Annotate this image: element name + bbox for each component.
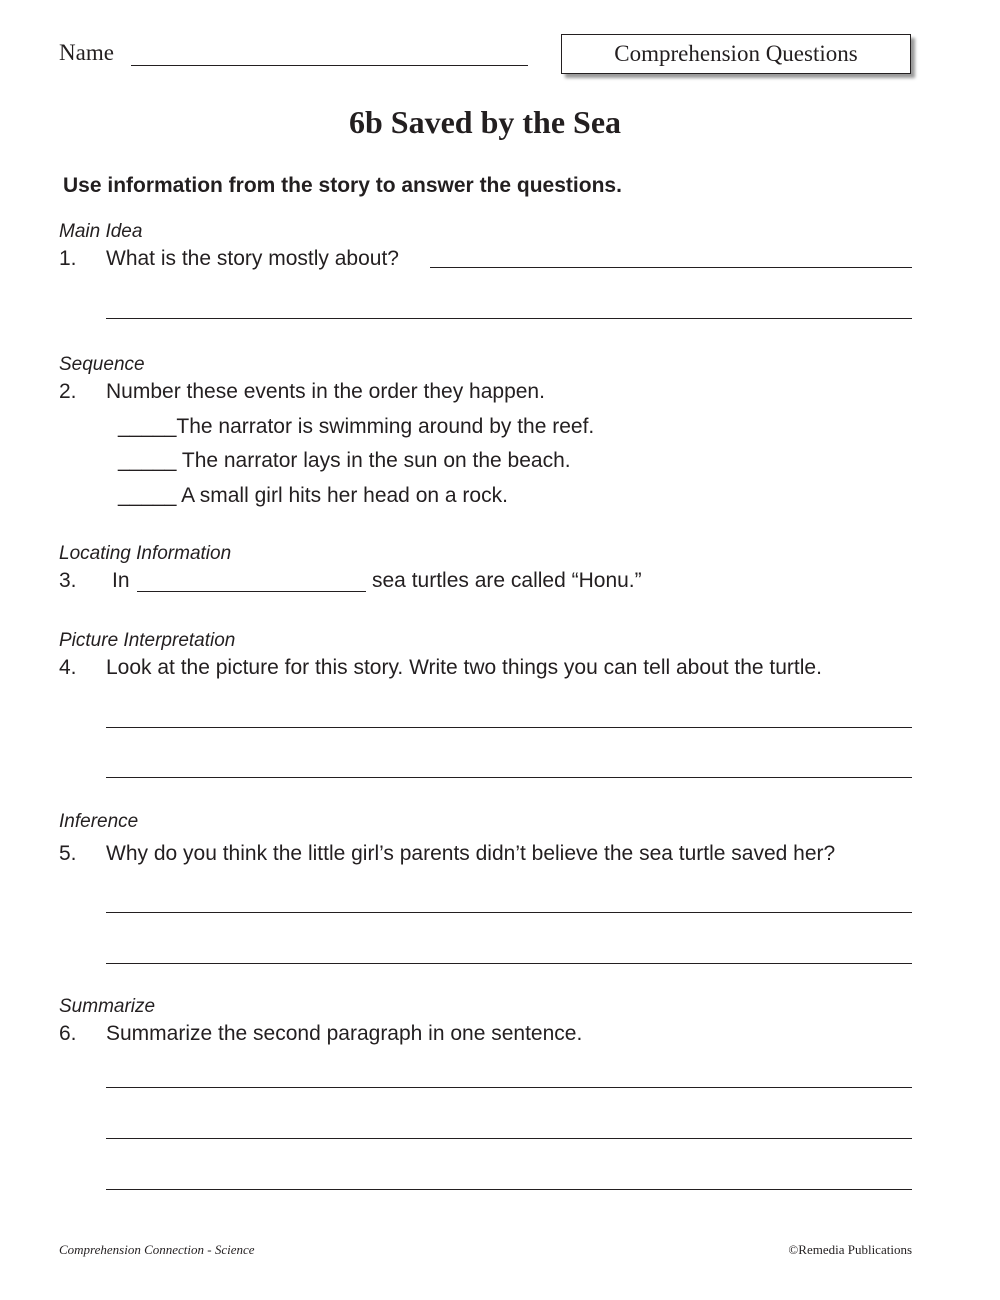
answer-line[interactable]: [106, 318, 912, 319]
sequence-item: [118, 449, 571, 473]
question-number: 2.: [59, 380, 77, 403]
name-answer-line[interactable]: [131, 65, 528, 66]
question-number: 5.: [59, 842, 77, 865]
sequence-item-text: The narrator is swimming around by the reef.: [176, 415, 595, 438]
answer-line[interactable]: [106, 777, 912, 778]
sequence-item: [118, 484, 508, 508]
question-text: Look at the picture for this story. Write two things you can tell about the turtle.: [106, 656, 822, 679]
footer-copyright: ©Remedia Publications: [788, 1242, 912, 1257]
footer-series: Comprehension Connection - Science: [59, 1242, 255, 1257]
sequence-item-text: A small girl hits her head on a rock.: [176, 484, 508, 507]
question-number: 4.: [59, 656, 77, 679]
question-text: Number these events in the order they happen.: [106, 380, 545, 403]
question-text-before: In: [112, 569, 130, 592]
name-label: Name: [59, 40, 114, 65]
answer-line[interactable]: [106, 1138, 912, 1139]
page-title: 6b Saved by the Sea: [348, 104, 622, 140]
category-sequence: Sequence: [59, 354, 145, 375]
fill-in-blank[interactable]: [137, 591, 366, 592]
section-badge: Comprehension Questions: [561, 34, 911, 74]
category-picture-interpretation: Picture Interpretation: [59, 630, 236, 651]
question-text: Summarize the second paragraph in one sentence.: [106, 1022, 583, 1045]
sequence-item-text: The narrator lays in the sun on the beach.: [176, 449, 571, 472]
sequence-item: [118, 415, 594, 439]
question-text: Why do you think the little girl’s parents didn’t believe the sea turtle saved her?: [106, 842, 836, 865]
sequence-blank[interactable]: _____: [118, 449, 177, 472]
question-number: 3.: [59, 569, 77, 592]
question-text: What is the story mostly about?: [106, 247, 399, 270]
answer-line[interactable]: [430, 267, 912, 268]
answer-line[interactable]: [106, 912, 912, 913]
answer-line[interactable]: [106, 727, 912, 728]
question-number: 6.: [59, 1022, 77, 1045]
sequence-blank[interactable]: _____: [118, 484, 177, 507]
category-summarize: Summarize: [59, 996, 156, 1017]
category-locating-information: Locating Information: [59, 543, 232, 564]
answer-line[interactable]: [106, 1087, 912, 1088]
answer-line[interactable]: [106, 963, 912, 964]
sequence-blank[interactable]: _____: [118, 415, 177, 438]
answer-line[interactable]: [106, 1189, 912, 1190]
question-number: 1.: [59, 247, 77, 270]
category-inference: Inference: [59, 811, 139, 832]
question-text-after: sea turtles are called “Honu.”: [372, 569, 642, 592]
instructions: Use information from the story to answer the questions.: [63, 174, 622, 197]
category-main-idea: Main Idea: [59, 221, 143, 242]
